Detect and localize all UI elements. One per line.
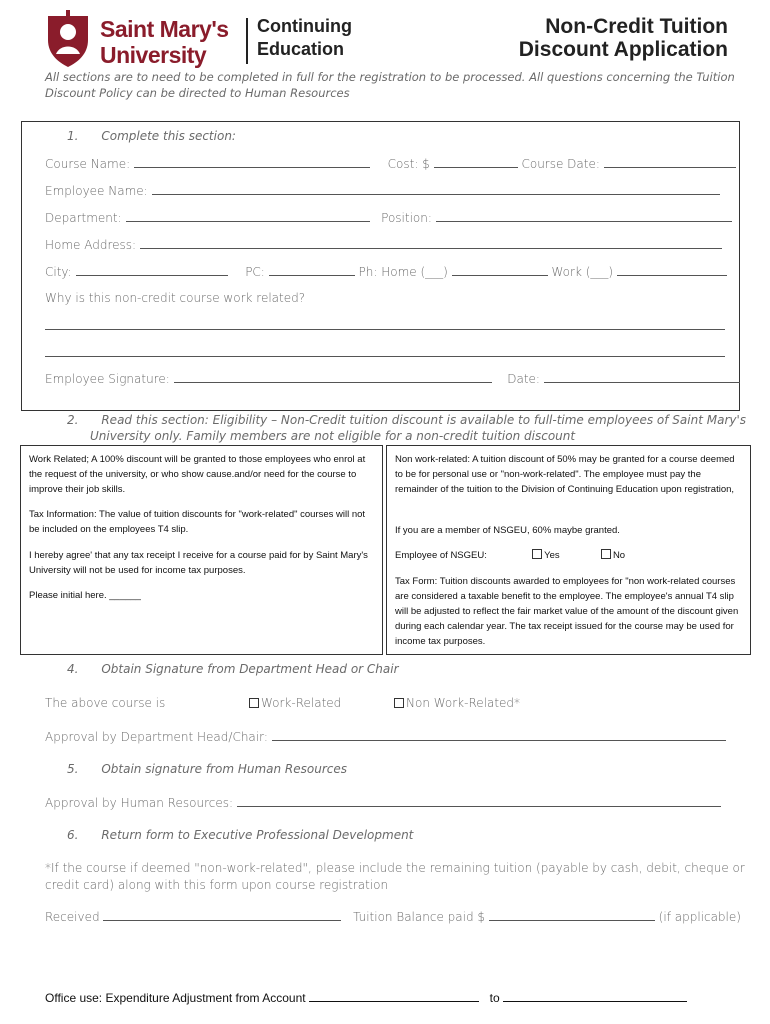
ph-home-label: Ph: Home (___) xyxy=(358,265,448,279)
cost-field[interactable] xyxy=(434,156,518,168)
logo-divider xyxy=(246,18,248,64)
nsgeu-yes-checkbox[interactable] xyxy=(532,549,542,559)
non-work-related-text: Non work-related: A tuition discount of 50% may be granted for a course deemed to be for personal use or "non-work-related". The employee must pay the remainder of the tuition to the Division of Continuing Education upon registration, xyxy=(395,454,735,495)
city-label: City: xyxy=(45,265,72,279)
nsgeu-row xyxy=(395,548,625,563)
city-row xyxy=(45,264,727,279)
nsgeu-yes-label: Yes xyxy=(544,550,560,561)
employee-name-field[interactable] xyxy=(152,183,720,195)
logo-name-line1: Saint Mary's xyxy=(100,16,229,42)
section4-heading: 4. Obtain Signature from Department Head or Chair xyxy=(67,662,399,676)
section6-heading: 6. Return form to Executive Professional Development xyxy=(67,828,414,842)
logo-name-line2: University xyxy=(100,42,207,68)
unit-line1: Continuing xyxy=(257,16,352,36)
date-field[interactable] xyxy=(544,371,740,383)
office-use-label: Office use: Expenditure Adjustment from Account xyxy=(45,991,306,1005)
position-field[interactable] xyxy=(436,210,732,222)
department-field[interactable] xyxy=(126,210,370,222)
agreement-text: I hereby agree' that any tax receipt I receive for a course paid for by Saint Mary's University will not be used for income tax purposes. xyxy=(29,550,368,576)
work-related-text: Work Related; A 100% discount will be granted to those employees who enrol at the request of the university, or who show cause.and/or need for the course to improve their job skills. xyxy=(29,454,366,495)
work-related-box xyxy=(20,445,383,655)
form-title-line2: Discount Application xyxy=(518,38,728,61)
why-answer-line1[interactable] xyxy=(45,329,725,330)
office-use-to: to xyxy=(489,991,500,1005)
balance-label: Tuition Balance paid $ xyxy=(353,910,486,924)
date-label: Date: xyxy=(507,372,540,386)
section1-heading: 1. Complete this section: xyxy=(67,129,236,143)
course-name-field[interactable] xyxy=(134,156,370,168)
work-phone-field[interactable] xyxy=(617,264,727,276)
crest-icon xyxy=(44,10,92,68)
tax-form-text: Tax Form: Tuition discounts awarded to employees for "non work-related courses are considered a taxable benefit to the employee. The employee's annual T4 slip will be adjusted to reflect the fair market value of the amount of the discount given during each calendar year. The tax receipt issued for the course may be used for income tax purposes. xyxy=(395,576,739,647)
unit-line2: Education xyxy=(257,39,345,59)
nsgeu-label: Employee of NSGEU: xyxy=(395,550,487,561)
employee-signature-label: Employee Signature: xyxy=(45,372,170,386)
section5-heading: 5. Obtain signature from Human Resources xyxy=(67,762,348,776)
hr-approval-field[interactable] xyxy=(237,795,721,807)
pc-field[interactable] xyxy=(269,264,355,276)
nsgeu-no-label: No xyxy=(612,550,626,561)
pc-label: PC: xyxy=(245,265,265,279)
course-name-label: Course Name: xyxy=(45,157,131,171)
work-label: Work (___) xyxy=(551,265,614,279)
course-is-label: The above course is xyxy=(45,696,166,710)
initial-here[interactable]: Please initial here. ______ xyxy=(29,590,141,601)
hr-approval-label: Approval by Human Resources: xyxy=(45,796,234,810)
why-answer-line2[interactable] xyxy=(45,356,725,357)
work-related-option[interactable] xyxy=(249,696,341,710)
position-label: Position: xyxy=(381,211,432,225)
course-row xyxy=(45,156,736,171)
course-date-label: Course Date: xyxy=(521,157,600,171)
dept-approval-row xyxy=(45,729,726,744)
home-address-row xyxy=(45,237,722,252)
section6-note-line2: credit card) along with this form upon course registration xyxy=(45,878,389,892)
office-use-row xyxy=(45,990,687,1005)
received-row xyxy=(45,909,741,924)
why-question: Why is this non-credit course work related? xyxy=(45,291,306,305)
non-work-related-checkbox[interactable] xyxy=(394,698,404,708)
employee-name-label: Employee Name: xyxy=(45,184,148,198)
form-title-line1: Non-Credit Tuition xyxy=(545,15,728,38)
section6-note-line1: *If the course if deemed "non-work-related", please include the remaining tuition (payable by cash, debit, cheque or xyxy=(45,861,745,875)
home-address-field[interactable] xyxy=(140,237,722,249)
if-applicable-label: (if applicable) xyxy=(658,910,741,924)
work-related-option-label: Work-Related xyxy=(261,696,342,710)
received-field[interactable] xyxy=(103,909,341,921)
course-date-field[interactable] xyxy=(604,156,736,168)
department-row xyxy=(45,210,732,225)
nsgeu-no-checkbox[interactable] xyxy=(601,549,611,559)
university-logo xyxy=(44,10,254,70)
intro-line2: Discount Policy can be directed to Human Resources xyxy=(45,86,350,100)
section2-line2: University only. Family members are not eligible for a non-credit tuition discount xyxy=(90,429,576,443)
hr-approval-row xyxy=(45,795,721,810)
non-work-related-option-label: Non Work-Related* xyxy=(406,696,521,710)
dept-approval-field[interactable] xyxy=(272,729,726,741)
account-to-field[interactable] xyxy=(503,990,687,1002)
employee-signature-field[interactable] xyxy=(174,371,492,383)
non-work-related-option[interactable] xyxy=(394,696,520,710)
employee-name-row xyxy=(45,183,720,198)
signature-row xyxy=(45,371,740,386)
nsgeu-text: If you are a member of NSGEU, 60% maybe granted. xyxy=(395,525,620,536)
home-address-label: Home Address: xyxy=(45,238,137,252)
balance-field[interactable] xyxy=(489,909,655,921)
tax-info-text: Tax Information: The value of tuition discounts for "work-related" courses will not be included on the employees T4 slip. xyxy=(29,509,366,535)
account-from-field[interactable] xyxy=(309,990,479,1002)
section2-line1: 2. Read this section: Eligibility – Non-Credit tuition discount is available to full-time employees of Saint Mary's xyxy=(67,413,747,427)
ph-home-field[interactable] xyxy=(452,264,548,276)
department-label: Department: xyxy=(45,211,122,225)
non-work-related-box xyxy=(386,445,751,655)
received-label: Received xyxy=(45,910,100,924)
work-related-checkbox[interactable] xyxy=(249,698,259,708)
dept-approval-label: Approval by Department Head/Chair: xyxy=(45,730,268,744)
intro-line1: All sections are to need to be completed in full for the registration to be processed. All questions concerning the Tuition xyxy=(45,70,735,84)
cost-label: Cost: $ xyxy=(387,157,430,171)
city-field[interactable] xyxy=(76,264,228,276)
